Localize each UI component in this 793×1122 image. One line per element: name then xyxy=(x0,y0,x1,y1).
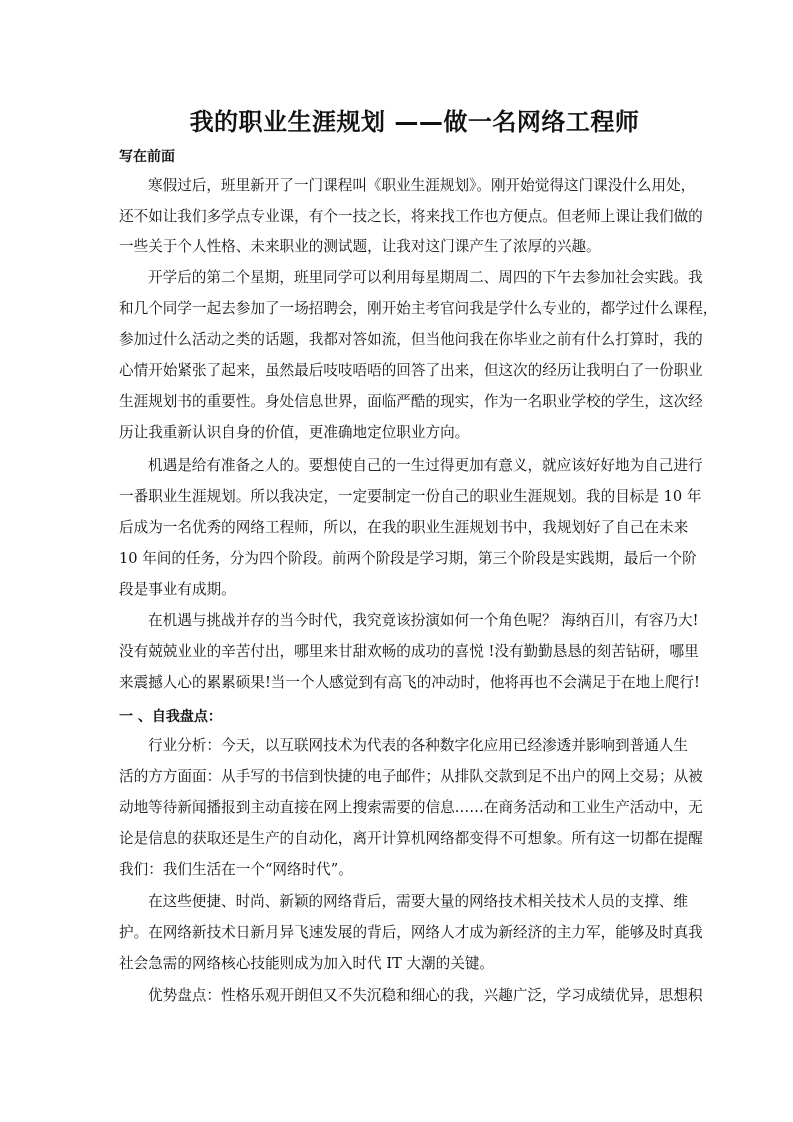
text-line: 10 年间的任务，分为四个阶段。前两个阶段是学习期，第三个阶段是实践期，最后一个阶 xyxy=(119,550,697,567)
text-line: 优势盘点：性格乐观开朗但又不失沉稳和细心的我，兴趣广泛，学习成绩优异，思想积 xyxy=(148,987,703,1004)
text-line: 活的方方面面：从手写的书信到快捷的电子邮件；从排队交款到足不出户的网上交易；从被 xyxy=(119,768,703,785)
text-line: 社会急需的网络核心技能则成为加入时代 IT 大潮的关键。 xyxy=(119,955,495,972)
text-line: 行业分析：今天，以互联网技术为代表的各种数字化应用已经渗透并影响到普通人生 xyxy=(148,737,688,754)
document-title: 我的职业生涯规划 ——做一名网络工程师 xyxy=(189,108,640,136)
text-line: 一番职业生涯规划。所以我决定，一定要制定一份自己的职业生涯规划。我的目标是 10 年 xyxy=(119,488,702,505)
text-line: 护。在网络新技术日新月异飞速发展的背后，网络人才成为新经济的主力军，能够及时真我 xyxy=(119,924,703,941)
text-line: 生涯规划书的重要性。身处信息世界，面临严酷的现实，作为一名职业学校的学生，这次经 xyxy=(119,393,703,410)
text-line: 动地等待新闻播报到主动直接在网上搜索需要的信息……在商务活动和工业生产活动中，无 xyxy=(119,799,703,816)
section-heading-1: 一 、自我盘点： xyxy=(119,709,222,725)
text-line: 我们：我们生活在一个“网络时代”。 xyxy=(119,861,353,878)
text-line: 在机遇与挑战并存的当今时代，我究竟该扮演如何一个角色呢？ 海纳百川，有容乃大! xyxy=(148,612,699,629)
text-line: 一些关于个人性格、未来职业的测试题，让我对这门课产生了浓厚的兴趣。 xyxy=(119,238,601,255)
text-line: 在这些便捷、时尚、新颖的网络背后，需要大量的网络技术相关技术人员的支撑、维 xyxy=(148,893,688,910)
text-line: 和几个同学一起去参加了一场招聘会，刚开始主考官问我是学什么专业的，都学过什么课程， xyxy=(119,300,718,317)
text-line: 开学后的第二个星期，班里同学可以利用每星期周二、周四的下午去参加社会实践。我 xyxy=(148,269,703,286)
text-line: 来震撼人心的累累硕果!当一个人感觉到有高飞的冲动时，他将再也不会满足于在地上爬行! xyxy=(119,674,700,691)
text-line: 机遇是给有准备之人的。要想使自己的一生过得更加有意义，就应该好好地为自己进行 xyxy=(148,457,703,474)
text-line: 后成为一名优秀的网络工程师，所以，在我的职业生涯规划书中，我规划好了自己在未来 xyxy=(119,519,689,536)
text-line: 没有兢兢业业的辛苦付出，哪里来甘甜欢畅的成功的喜悦 !没有勤勤恳恳的刻苦钻研，哪里 xyxy=(119,643,699,660)
text-line: 还不如让我们多学点专业课，有个一技之长，将来找工作也方便点。但老师上课让我们做的 xyxy=(119,208,703,225)
text-line: 历让我重新认识自身的价值，更准确地定位职业方向。 xyxy=(119,424,470,441)
text-line: 参加过什么活动之类的话题，我都对答如流，但当他问我在你毕业之前有什么打算时，我的 xyxy=(119,331,703,348)
section-heading-preface: 写在前面 xyxy=(119,149,175,165)
text-line: 段是事业有成期。 xyxy=(119,581,236,598)
text-line: 论是信息的获取还是生产的自动化，离开计算机网络都变得不可想象。所有这一切都在提醒 xyxy=(119,830,703,847)
text-line: 心情开始紧张了起来，虽然最后吱吱唔唔的回答了出来，但这次的经历让我明白了一份职业 xyxy=(119,362,703,379)
text-line: 寒假过后，班里新开了一门课程叫《职业生涯规划》。刚开始觉得这门课没什么用处， xyxy=(148,177,696,194)
